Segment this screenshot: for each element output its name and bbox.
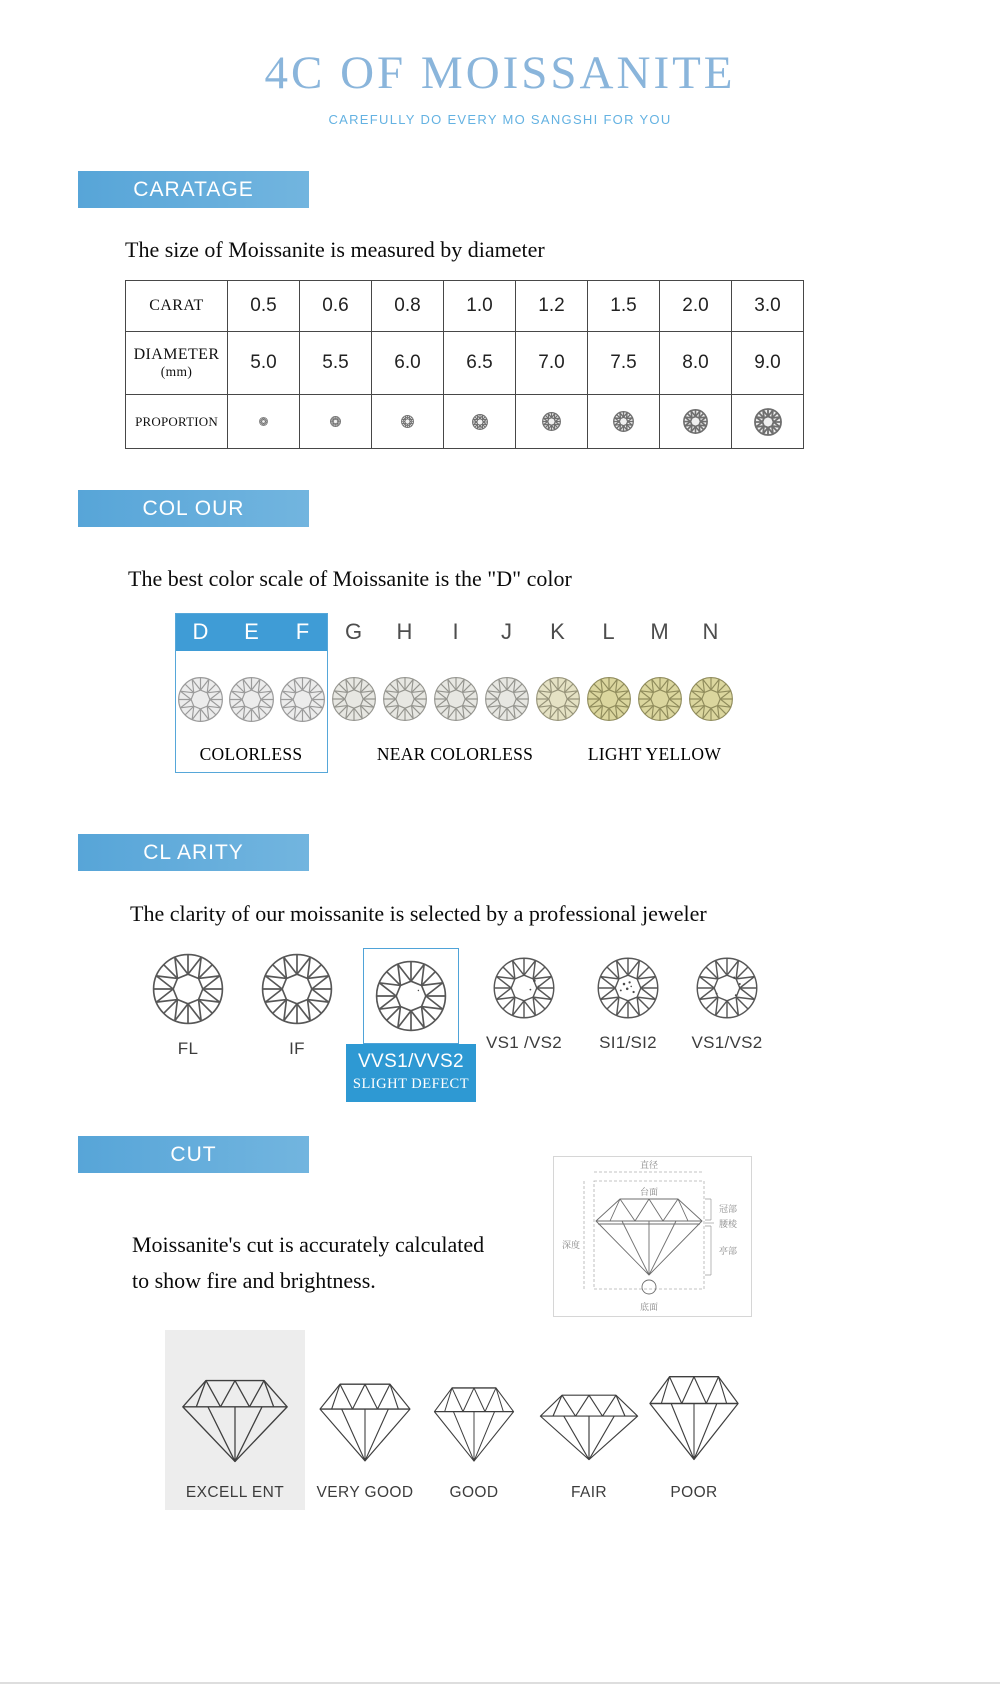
- cut-proportion-diagram: [553, 1156, 752, 1317]
- clarity-grade-item: [469, 956, 579, 1053]
- caratage-table: [125, 280, 804, 449]
- carat-value: 0.6: [300, 281, 372, 332]
- color-grade: N: [702, 619, 719, 644]
- diamond-top-icon: [695, 956, 759, 1020]
- color-grade: L: [602, 619, 615, 644]
- diameter-value: 7.0: [516, 332, 588, 395]
- diamond-top-icon: [688, 676, 734, 722]
- diagram-label-table: 台面: [639, 1187, 659, 1197]
- section-header-clarity: CL ARITY: [78, 834, 309, 871]
- diameter-value: 6.5: [444, 332, 516, 395]
- clarity-grade-label: VVS1/VVS2: [357, 1051, 465, 1072]
- cut-grade-label: POOR: [670, 1484, 718, 1501]
- diamond-top-icon: [596, 956, 660, 1020]
- diamond-top-icon: [401, 415, 414, 428]
- cut-intro-line1: Moissanite's cut is accurately calculated: [132, 1232, 485, 1257]
- gem-cell: [583, 673, 634, 725]
- carat-value: 2.0: [660, 281, 732, 332]
- page-title: 4C OF MOISSANITE: [264, 47, 736, 99]
- category-label-colorless: COLORLESS: [199, 744, 303, 764]
- carat-value: 1.2: [516, 281, 588, 332]
- carat-value: 0.5: [228, 281, 300, 332]
- clarity-grade-item: [672, 956, 782, 1053]
- gem-cell: [685, 673, 736, 725]
- diamond-top-icon: [492, 956, 556, 1020]
- proportion-cell: [372, 395, 444, 449]
- diagram-label-depth: 深度: [561, 1240, 581, 1250]
- color-grade: M: [650, 619, 669, 644]
- diameter-value: 5.5: [300, 332, 372, 395]
- clarity-grade-item: [242, 952, 352, 1059]
- cut-grade-label: GOOD: [449, 1484, 499, 1501]
- gem-cell: [226, 673, 277, 725]
- gem-cell: [277, 673, 328, 725]
- diamond-top-icon: [586, 676, 632, 722]
- section-header-colour: COL OUR: [78, 490, 309, 527]
- diamond-top-icon: [382, 676, 428, 722]
- clarity-grade-sublabel: SLIGHT DEFECT: [352, 1076, 470, 1092]
- carat-value: 1.0: [444, 281, 516, 332]
- cut-grade-label: EXCELL ENT: [185, 1484, 285, 1501]
- table-row-diameter: [126, 332, 804, 395]
- caratage-intro-text: The size of Moissanite is measured by diameter: [125, 237, 545, 262]
- diameter-value: 6.0: [372, 332, 444, 395]
- row-header-carat: CARAT: [126, 281, 228, 332]
- color-scale: [175, 613, 736, 778]
- proportion-cell: [444, 395, 516, 449]
- diamond-top-icon: [542, 412, 561, 431]
- clarity-grade-label: FL: [177, 1039, 199, 1058]
- gem-cell: [481, 673, 532, 725]
- clarity-grade-label: SI1/SI2: [599, 1033, 657, 1052]
- clarity-intro-text: The clarity of our moissanite is selected by a professional jeweler: [130, 901, 707, 926]
- diamond-top-icon: [279, 676, 326, 723]
- diagram-label-culet: 底面: [639, 1302, 659, 1312]
- diamond-top-icon: [260, 952, 334, 1026]
- color-grade-letters: [175, 613, 736, 651]
- carat-value: 1.5: [588, 281, 660, 332]
- row-header-diameter: [126, 332, 228, 395]
- colour-intro-text: The best color scale of Moissanite is the "D" color: [128, 566, 572, 591]
- diamond-top-icon: [484, 676, 530, 722]
- diamond-side-icon: [315, 1378, 415, 1466]
- color-grade: G: [344, 619, 363, 644]
- gem-cell: [430, 673, 481, 725]
- clarity-grade-item-highlighted: [352, 948, 470, 1102]
- clarity-grade-label: VS1 /VS2: [485, 1033, 563, 1052]
- clarity-grade-item: [573, 956, 683, 1053]
- proportion-cell: [228, 395, 300, 449]
- diamond-side-icon: [535, 1390, 643, 1464]
- diamond-top-icon: [535, 676, 581, 722]
- section-header-cut: CUT: [78, 1136, 309, 1173]
- proportion-cell: [660, 395, 732, 449]
- diamond-top-icon: [754, 408, 782, 436]
- color-grade: K: [550, 619, 565, 644]
- diameter-value: 7.5: [588, 332, 660, 395]
- clarity-highlight-frame: [363, 948, 459, 1044]
- gem-cell: [634, 673, 685, 725]
- color-grade: H: [396, 619, 413, 644]
- diamond-side-icon: [430, 1382, 518, 1466]
- color-grade: D: [192, 619, 209, 644]
- gem-cell: [379, 673, 430, 725]
- diamond-top-icon: [228, 676, 275, 723]
- color-grade-gems: [175, 673, 736, 725]
- diagram-label-girdle: 腰棱: [718, 1219, 738, 1229]
- diamond-top-icon: [259, 417, 268, 426]
- bottom-divider: [0, 1682, 1000, 1684]
- clarity-highlight-badge: [346, 1044, 476, 1102]
- carat-value: 3.0: [732, 281, 804, 332]
- diamond-top-icon: [637, 676, 683, 722]
- diamond-top-icon: [330, 416, 341, 427]
- row-header-proportion: PROPORTION: [126, 395, 228, 449]
- proportion-cell: [732, 395, 804, 449]
- diamond-top-icon: [613, 411, 634, 432]
- clarity-grade-label: IF: [289, 1039, 305, 1058]
- table-row-carat: [126, 281, 804, 332]
- proportion-cell: [516, 395, 588, 449]
- diameter-label: DIAMETER: [133, 346, 220, 363]
- diamond-top-icon: [177, 676, 224, 723]
- category-label-light-yellow: LIGHT YELLOW: [587, 744, 722, 764]
- color-grade: F: [295, 619, 310, 644]
- diamond-side-icon: [645, 1370, 743, 1465]
- diameter-value: 8.0: [660, 332, 732, 395]
- diamond-top-icon: [433, 676, 479, 722]
- diagram-label-crown: 冠部: [718, 1204, 738, 1214]
- diamond-cross-section-diagram: [554, 1157, 751, 1316]
- diamond-top-icon: [151, 952, 225, 1026]
- diagram-label-diameter: 直径: [639, 1160, 659, 1170]
- gem-cell: [328, 673, 379, 725]
- cut-intro-line2: to show fire and brightness.: [132, 1268, 376, 1293]
- color-grade: I: [452, 619, 459, 644]
- color-grade: J: [501, 619, 512, 644]
- cut-grade-label: FAIR: [570, 1484, 608, 1501]
- section-header-caratage: CARATAGE: [78, 171, 309, 208]
- proportion-cell: [300, 395, 372, 449]
- diameter-unit: (mm): [160, 364, 193, 379]
- diamond-top-icon: [374, 959, 448, 1033]
- gem-cell: [532, 673, 583, 725]
- diagram-label-pavilion: 亭部: [718, 1246, 738, 1256]
- clarity-grade-label: VS1/VS2: [691, 1033, 763, 1052]
- page-subtitle: CAREFULLY DO EVERY MO SANGSHI FOR YOU: [328, 112, 672, 127]
- diamond-side-icon: [177, 1374, 293, 1467]
- diamond-top-icon: [472, 414, 488, 430]
- color-grade: E: [244, 619, 259, 644]
- carat-value: 0.8: [372, 281, 444, 332]
- proportion-cell: [588, 395, 660, 449]
- cut-grade-label: VERY GOOD: [316, 1484, 414, 1501]
- clarity-grade-item: [133, 952, 243, 1059]
- diamond-top-icon: [683, 409, 708, 434]
- gem-cell: [175, 673, 226, 725]
- diameter-value: 5.0: [228, 332, 300, 395]
- category-label-near-colorless: NEAR COLORLESS: [376, 744, 534, 764]
- diameter-value: 9.0: [732, 332, 804, 395]
- diamond-top-icon: [331, 676, 377, 722]
- table-row-proportion: [126, 395, 804, 449]
